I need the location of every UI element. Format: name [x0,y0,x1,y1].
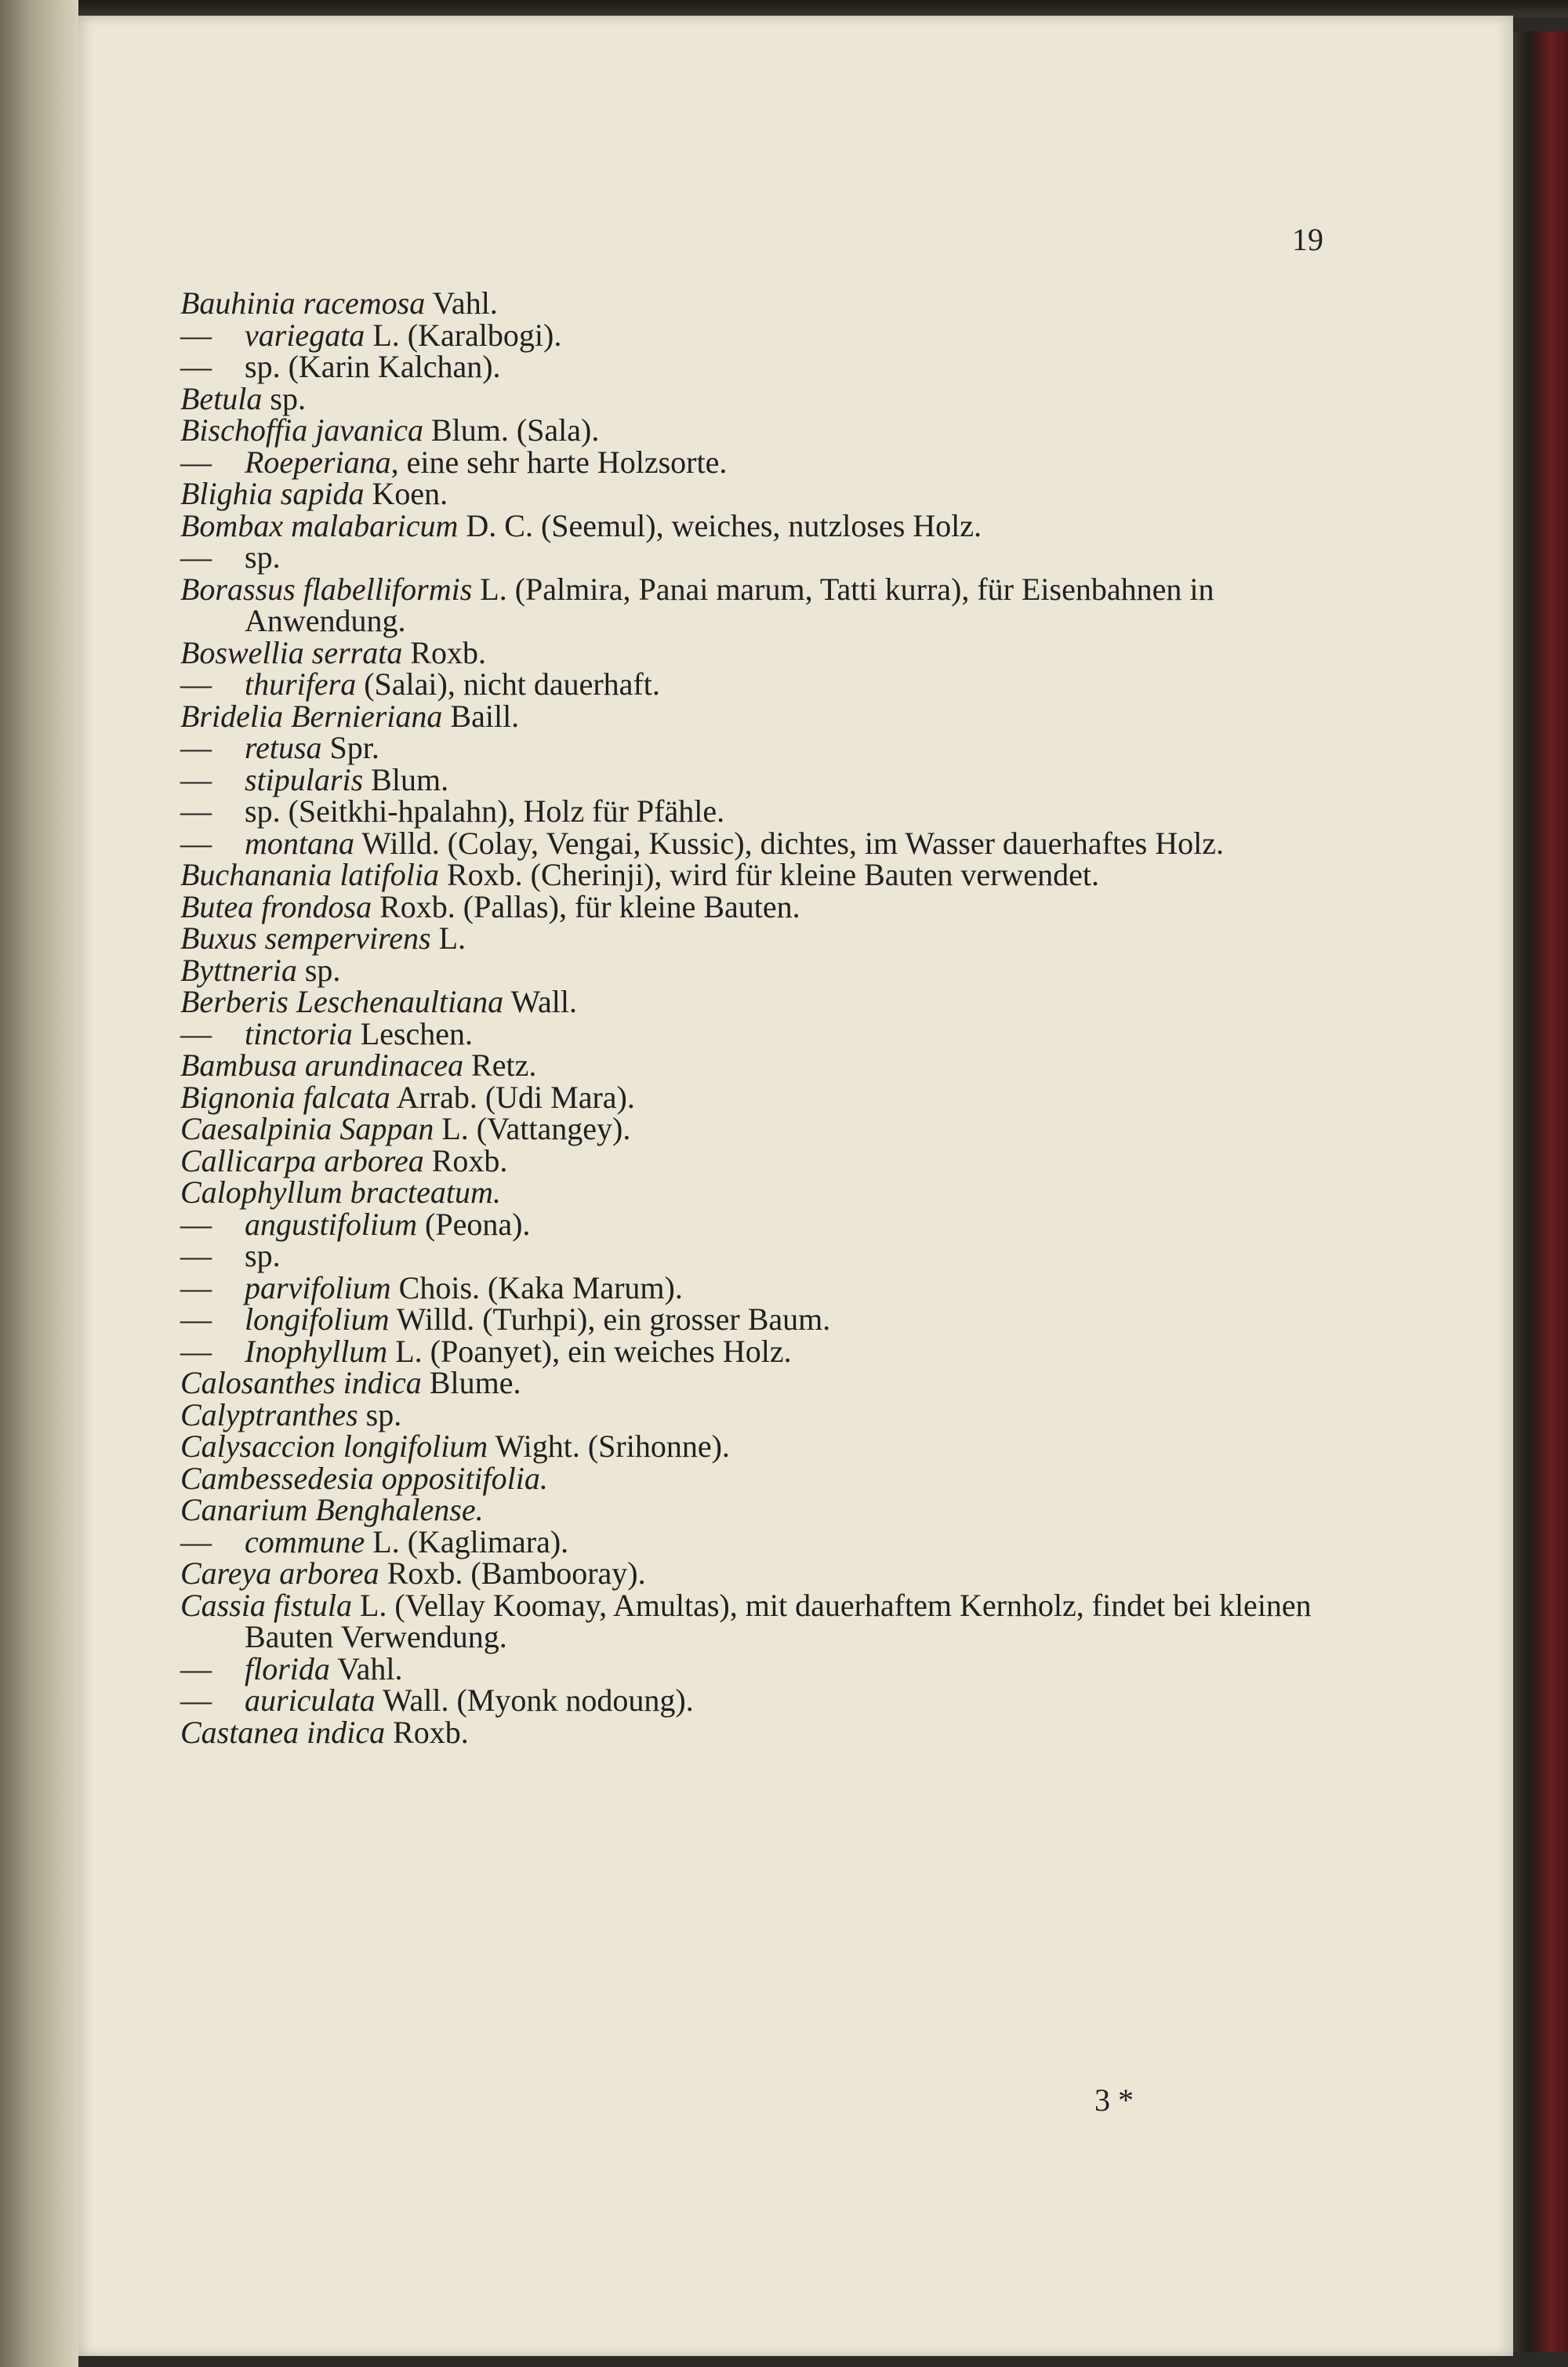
ditto-dash: — [180,1206,212,1242]
ditto-dash: — [180,444,212,480]
entry-details: Retz. [463,1047,537,1083]
genus-name: Calophyllum [180,1174,343,1210]
entry-details: Roxb. [385,1714,469,1750]
species-subentry [180,1206,1342,1242]
entry-details: Arrab. (Udi Mara). [390,1079,635,1115]
ditto-dash: — [180,1269,212,1305]
species-entry [180,1047,1342,1083]
genus-name: Castanea [180,1714,299,1750]
species-epithet: Roeperiana [245,444,391,480]
genus-name: Careya [180,1556,272,1591]
species-epithet: fistula [273,1587,352,1623]
entry-details: L. (Vattangey). [434,1111,631,1146]
genus-name: Calyptranthes [180,1396,358,1432]
species-entry [180,1556,1342,1591]
species-entry [180,476,1342,511]
species-epithet: indica [343,1365,422,1400]
species-entry [180,1587,1342,1654]
species-epithet: angustifolium [245,1206,418,1242]
genus-name: Calosanthes [180,1365,336,1400]
ditto-dash: — [180,825,212,861]
entry-details: L. (Palmira, Panai marum, Tatti kurra), für Eisenbahnen in Anwendung. [245,571,1214,638]
entry-details: Blum. [363,761,449,797]
genus-name: Berberis [180,984,289,1019]
entry-details: sp. (Seitkhi-hpalahn), Holz für Pfähle. [245,793,725,829]
species-epithet: florida [245,1650,330,1686]
species-epithet: variegata [245,317,365,353]
entry-details: Roxb. [402,634,487,670]
species-entry [180,1365,1342,1400]
species-epithet: arundinacea [304,1047,464,1083]
entry-details: Roxb. (Pallas), für kleine Bauten. [372,888,800,924]
species-subentry [180,1683,1342,1718]
species-subentry [180,1523,1342,1559]
species-entry [180,1492,1342,1527]
genus-name: Cassia [180,1587,266,1623]
ditto-dash: — [180,1301,212,1337]
species-epithet: commune [245,1523,365,1559]
entry-details: Koen. [364,476,448,511]
species-epithet: racemosa [303,285,426,321]
genus-name: Boswellia [180,634,304,670]
entry-details: L. [430,920,466,956]
ditto-dash: — [180,761,212,797]
genus-name: Bischoffia [180,412,308,448]
species-entry [180,380,1342,416]
species-entry [180,571,1342,638]
entry-details: L. (Kaglimara). [365,1523,569,1559]
species-epithet: tinctoria [245,1015,353,1051]
entry-details: Blume. [421,1365,521,1400]
genus-name: Blighia [180,476,273,511]
entry-details: Vahl. [329,1650,403,1686]
species-epithet: malabaricum [291,507,459,543]
species-entry [180,698,1342,734]
ditto-dash: — [180,1238,212,1273]
genus-name: Canarium [180,1492,308,1527]
genus-name: Betula [180,380,263,416]
species-epithet: Inophyllum [245,1333,388,1369]
ditto-dash: — [180,730,212,765]
ditto-dash: — [180,1683,212,1718]
facing-page-edge [0,0,78,2367]
ditto-dash: — [180,1015,212,1051]
species-entry [180,857,1342,892]
entry-details: Willd. (Colay, Vengai, Kussic), dichtes, im Wasser dauerhaftes Holz. [354,825,1225,861]
species-epithet: auriculata [245,1683,376,1718]
species-entry [180,1142,1342,1178]
species-subentry [180,444,1342,480]
species-epithet: falcata [303,1079,390,1115]
species-epithet: arborea [279,1556,379,1591]
species-entry [180,1429,1342,1464]
species-subentry [180,761,1342,797]
entry-details: sp. [262,380,306,416]
entry-details: sp. [358,1396,402,1432]
species-subentry [180,1015,1342,1051]
species-epithet: parvifolium [245,1269,391,1305]
species-epithet: Benghalense. [315,1492,484,1527]
species-subentry [180,539,1342,575]
species-entry [180,1111,1342,1146]
entry-details: , eine sehr harte Holzsorte. [390,444,728,480]
species-epithet: Leschenaultiana [296,984,504,1019]
page-number: 19 [1292,222,1323,257]
species-entry [180,1079,1342,1115]
entry-details: L. (Karalbogi). [365,317,562,353]
species-subentry [180,1301,1342,1337]
entry-details: Roxb. (Bambooray). [379,1556,646,1591]
species-epithet: Sappan [339,1111,434,1146]
species-epithet: longifolium [343,1429,488,1464]
species-entry [180,1396,1342,1432]
entry-details: sp. [245,539,281,575]
species-entry [180,285,1342,321]
species-entry [180,634,1342,670]
entry-details: Baill. [442,698,520,734]
species-epithet: bracteatum. [350,1174,501,1210]
entry-details: (Peona). [417,1206,531,1242]
entry-details: Wall. (Myonk nodoung). [375,1683,694,1718]
entry-details: L. (Vellay Koomay, Amultas), mit dauerhaftem Kernholz, findet bei kleinen Bauten Verwendung. [245,1587,1312,1654]
genus-name: Bauhinia [180,285,296,321]
species-entry [180,952,1342,988]
species-subentry [180,666,1342,702]
ditto-dash: — [180,666,212,702]
species-epithet: latifolia [339,857,439,892]
species-epithet: montana [245,825,354,861]
genus-name: Buxus [180,920,257,956]
species-subentry [180,317,1342,353]
species-subentry [180,1650,1342,1686]
genus-name: Buchanania [180,857,332,892]
entry-details: sp. [245,1238,281,1273]
entry-details: sp. [296,952,341,988]
genus-name: Byttneria [180,952,297,988]
book-top-shadow [0,0,1568,17]
entry-details: Blum. (Sala). [423,412,600,448]
species-subentry [180,1333,1342,1369]
species-entry [180,507,1342,543]
species-subentry [180,730,1342,765]
species-entry [180,412,1342,448]
genus-name: Bignonia [180,1079,296,1115]
species-epithet: flabelliformis [303,571,473,607]
species-list [180,285,1342,1750]
species-entry [180,1174,1342,1210]
entry-details: Willd. (Turhpi), ein grosser Baum. [389,1301,831,1337]
species-subentry [180,1269,1342,1305]
ditto-dash: — [180,317,212,353]
genus-name: Cambessedesia [180,1460,374,1496]
genus-name: Bombax [180,507,284,543]
species-entry [180,1460,1342,1496]
species-subentry [180,1238,1342,1273]
ditto-dash: — [180,1523,212,1559]
species-epithet: thurifera [245,666,357,702]
ditto-dash: — [180,793,212,829]
species-epithet: sempervirens [264,920,431,956]
entry-details: Wall. [503,984,577,1019]
entry-details: Roxb. [423,1142,508,1178]
species-epithet: longifolium [245,1301,390,1337]
species-subentry [180,825,1342,861]
entry-details: D. C. (Seemul), weiches, nutzloses Holz. [458,507,982,543]
species-epithet: arborea [324,1142,424,1178]
genus-name: Butea [180,888,254,924]
entry-details: Chois. (Kaka Marum). [390,1269,683,1305]
entry-details: (Salai), nicht dauerhaft. [356,666,660,702]
entry-details: Leschen. [352,1015,474,1051]
entry-details: Spr. [321,730,379,765]
ditto-dash: — [180,1333,212,1369]
entry-details: Wight. (Srihonne). [488,1429,730,1464]
entry-details: sp. (Karin Kalchan). [245,349,501,384]
entry-details: Vahl. [425,285,498,321]
species-epithet: frondosa [261,888,372,924]
ditto-dash: — [180,349,212,384]
species-epithet: serrata [311,634,403,670]
species-epithet: stipularis [245,761,364,797]
genus-name: Caesalpinia [180,1111,332,1146]
species-subentry [180,349,1342,384]
ditto-dash: — [180,1650,212,1686]
species-epithet: javanica [315,412,423,448]
genus-name: Callicarpa [180,1142,317,1178]
ditto-dash: — [180,539,212,575]
genus-name: Bridelia [180,698,284,734]
species-epithet: Bernieriana [291,698,443,734]
species-epithet: indica [307,1714,386,1750]
species-epithet: retusa [245,730,322,765]
species-entry [180,920,1342,956]
genus-name: Borassus [180,571,296,607]
book-cover-edge [1513,31,1568,2352]
entry-details: L. (Poanyet), ein weiches Holz. [387,1333,792,1369]
species-subentry [180,793,1342,829]
genus-name: Bambusa [180,1047,297,1083]
species-entry [180,888,1342,924]
species-epithet: sapida [280,476,365,511]
entry-details: Roxb. (Cherinji), wird für kleine Bauten verwendet. [439,857,1099,892]
species-epithet: oppositifolia. [381,1460,548,1496]
signature-mark: 3 * [1094,2082,1134,2118]
genus-name: Calysaccion [180,1429,336,1464]
species-entry [180,984,1342,1019]
species-entry [180,1714,1342,1750]
